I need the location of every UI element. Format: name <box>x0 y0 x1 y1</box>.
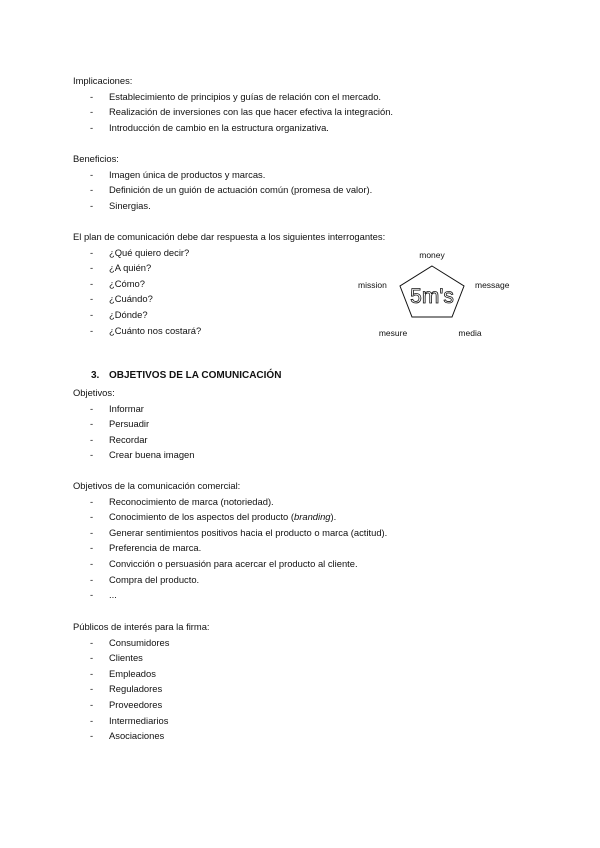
five-ms-diagram <box>352 244 530 344</box>
publicos-list <box>73 635 169 744</box>
diagram-label-mesure: mesure <box>378 328 408 338</box>
list-item: - Generar sentimientos positivos hacia el producto o marca (actitud). <box>73 525 387 541</box>
plan-questions-list <box>73 245 201 339</box>
list-item: - Asociaciones <box>73 728 169 744</box>
beneficios-list <box>73 167 372 214</box>
dash-bullet: - <box>90 121 94 133</box>
branding-term: branding <box>294 511 331 523</box>
list-item: - ¿Cuándo? <box>73 291 201 307</box>
list-item: - Realización de inversiones con las que hacer efectiva la integración. <box>73 104 393 120</box>
list-item: - Introducción de cambio en la estructura organizativa. <box>73 120 393 136</box>
dash-bullet: - <box>90 324 94 336</box>
dash-bullet: - <box>90 199 94 211</box>
list-item: - ¿Qué quiero decir? <box>73 245 201 261</box>
list-item: - Reguladores <box>73 681 169 697</box>
dash-bullet: - <box>90 573 94 585</box>
list-item: - Definición de un guión de actuación común (promesa de valor). <box>73 182 372 198</box>
list-item: - Imagen única de productos y marcas. <box>73 167 372 183</box>
list-item: - ¿Cómo? <box>73 276 201 292</box>
list-item: - Conocimiento de los aspectos del producto (branding). <box>73 509 387 525</box>
publicos-label: Públicos de interés para la firma: <box>73 621 210 632</box>
dash-bullet: - <box>90 418 94 430</box>
list-item: - ¿Cuánto nos costará? <box>73 323 201 339</box>
section-heading <box>91 368 281 384</box>
list-item: - Convicción o persuasión para acercar el producto al cliente. <box>73 556 387 572</box>
list-item: - Preferencia de marca. <box>73 540 387 556</box>
dash-bullet: - <box>90 184 94 196</box>
list-item: - Compra del producto. <box>73 572 387 588</box>
dash-bullet: - <box>90 589 94 601</box>
dash-bullet: - <box>90 652 94 664</box>
dash-bullet: - <box>90 495 94 507</box>
objetivos-comercial-list <box>73 494 387 603</box>
list-item: - Persuadir <box>73 416 194 432</box>
diagram-label-money: money <box>419 250 445 260</box>
dash-bullet: - <box>90 402 94 414</box>
list-item: - Proveedores <box>73 697 169 713</box>
dash-bullet: - <box>90 308 94 320</box>
list-item: - Sinergias. <box>73 198 372 214</box>
list-item: - Intermediarios <box>73 713 169 729</box>
section-number: 3. <box>91 370 100 381</box>
dash-bullet: - <box>90 433 94 445</box>
dash-bullet: - <box>90 526 94 538</box>
objetivos-label: Objetivos: <box>73 387 115 398</box>
diagram-label-mission: mission <box>358 280 387 290</box>
dash-bullet: - <box>90 714 94 726</box>
dash-bullet: - <box>90 511 94 523</box>
list-item: - Establecimiento de principios y guías de relación con el mercado. <box>73 89 393 105</box>
dash-bullet: - <box>90 246 94 258</box>
dash-bullet: - <box>90 168 94 180</box>
list-item: - Empleados <box>73 666 169 682</box>
list-item: - ¿Dónde? <box>73 307 201 323</box>
implicaciones-list <box>73 89 393 136</box>
diagram-label-message: message <box>475 280 510 290</box>
list-item: - ... <box>73 587 387 603</box>
dash-bullet: - <box>90 730 94 742</box>
beneficios-label: Beneficios: <box>73 153 119 164</box>
dash-bullet: - <box>90 636 94 648</box>
dash-bullet: - <box>90 262 94 274</box>
section-title: OBJETIVOS DE LA COMUNICACIÓN <box>109 370 282 381</box>
implicaciones-label: Implicaciones: <box>73 75 133 86</box>
list-item: - Consumidores <box>73 635 169 651</box>
list-item: - Informar <box>73 401 194 417</box>
list-item: - Reconocimiento de marca (notoriedad). <box>73 494 387 510</box>
dash-bullet: - <box>90 90 94 102</box>
dash-bullet: - <box>90 698 94 710</box>
dash-bullet: - <box>90 683 94 695</box>
dash-bullet: - <box>90 542 94 554</box>
dash-bullet: - <box>90 293 94 305</box>
list-item: - Recordar <box>73 432 194 448</box>
objetivos-list <box>73 401 194 463</box>
dash-bullet: - <box>90 277 94 289</box>
list-item: - ¿A quién? <box>73 260 201 276</box>
list-item: - Clientes <box>73 650 169 666</box>
plan-intro: El plan de comunicación debe dar respuesta a los siguientes interrogantes: <box>73 231 386 242</box>
dash-bullet: - <box>90 106 94 118</box>
diagram-label-media: media <box>458 328 482 338</box>
dash-bullet: - <box>90 557 94 569</box>
dash-bullet: - <box>90 449 94 461</box>
diagram-center-text: 5m's <box>410 285 454 308</box>
dash-bullet: - <box>90 667 94 679</box>
list-item: - Crear buena imagen <box>73 447 194 463</box>
objetivos-comercial-label: Objetivos de la comunicación comercial: <box>73 480 241 491</box>
